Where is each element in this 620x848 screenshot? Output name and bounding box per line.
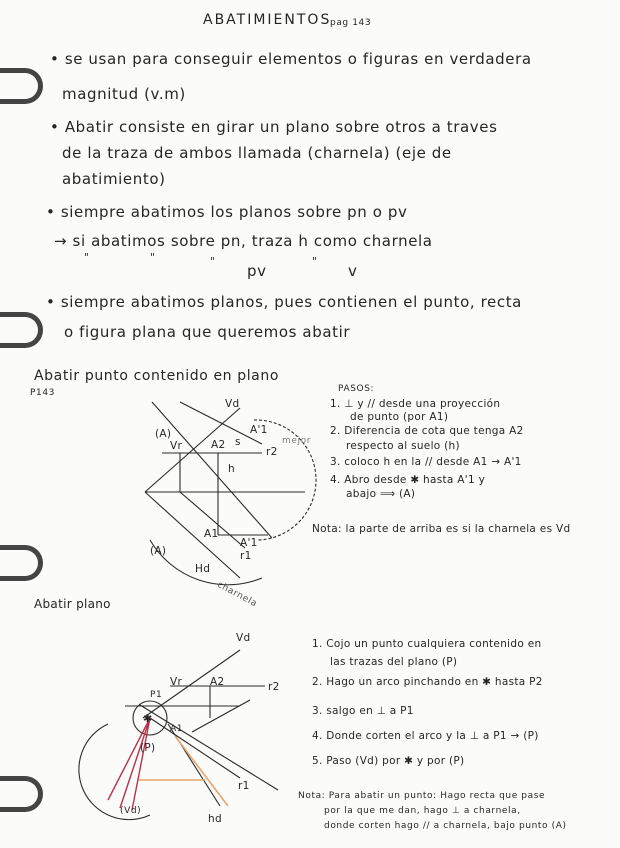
fig2-label-vd: Vd — [236, 632, 251, 644]
ditto-mark: " — [84, 252, 90, 264]
pv-label: pv — [247, 262, 267, 280]
paso-1-line-1 — [330, 398, 500, 410]
fig1-label-a1-prime-low: A'1 — [240, 537, 258, 549]
s2-nota-line-2: por la que me dan, hago ⊥ a charnela, — [324, 806, 521, 816]
section2-heading: Abatir plano — [34, 597, 111, 611]
fig2-label-vd-abatido: (Vd) — [120, 806, 142, 816]
fig1-label-a-abatido-low: (A) — [150, 545, 167, 557]
page-reference: pag 143 — [330, 18, 372, 28]
paso-text: ⊥ y // desde una proyección — [344, 398, 501, 410]
fig1-label-a-abatido: (A) — [155, 428, 172, 440]
fig2-label-a1: A1 — [170, 724, 184, 734]
paso-2-line-2: respecto al suelo (h) — [346, 440, 460, 452]
paso-text: Cojo un punto cualquiera contenido en — [326, 638, 542, 650]
paso-number: 3. — [312, 705, 323, 717]
fig1-label-a2: A2 — [211, 439, 226, 451]
fig2-label-r1: r1 — [238, 780, 250, 792]
bullet-2-line-1: • Abatir consiste en girar un plano sobre otros a traves — [50, 118, 498, 136]
fig1-label-h: h — [228, 463, 235, 475]
paso-text: Hago un arco pinchando en ✱ hasta P2 — [326, 676, 543, 688]
paso-number: 4. — [330, 474, 341, 486]
fig1-label-r2: r2 — [266, 446, 278, 458]
s2-paso-4 — [312, 730, 539, 742]
paso-text: Donde corten el arco y la ⊥ a P1 → (P) — [326, 730, 539, 742]
s2-paso-1-line-1 — [312, 638, 541, 650]
bullet-5-line-2: o figura plana que queremos abatir — [64, 323, 351, 341]
star-mark: ✱ — [143, 712, 153, 725]
bullet-4-line-1: → si abatimos sobre pn, traza h como charnela — [54, 232, 433, 250]
fig1-label-vd: Vd — [225, 398, 240, 410]
bullet-2-line-3: abatimiento) — [62, 170, 166, 188]
fig2-label-a2: A2 — [210, 676, 225, 688]
fig1-label-s: s — [235, 436, 241, 448]
page-title: ABATIMIENTOS — [203, 12, 332, 28]
s2-paso-2 — [312, 676, 543, 688]
s2-nota-line-3: donde corten hago // a charnela, bajo punto (A) — [324, 821, 567, 831]
star-marks — [143, 712, 152, 725]
ditto-mark: " — [150, 252, 156, 264]
fig1-label-a1-prime: A'1 — [250, 424, 268, 436]
bullet-1-line-1: • se usan para conseguir elementos o figuras en verdadera — [50, 50, 532, 68]
paso-2-line-1 — [330, 425, 524, 437]
bullet-3: • siempre abatimos los planos sobre pn o pv — [46, 203, 408, 221]
paso-4-line-2: abajo ⟹ (A) — [346, 488, 416, 500]
ditto-mark: " — [312, 256, 318, 268]
section1-heading: Abatir punto contenido en plano — [34, 368, 279, 384]
paso-number: 4. — [312, 730, 323, 742]
paso-text: coloco h en la // desde A1 → A'1 — [344, 456, 522, 468]
s2-paso-1-line-2: las trazas del plano (P) — [330, 656, 458, 668]
section1-nota: Nota: la parte de arriba es si la charnela es Vd — [312, 523, 571, 535]
fig2-label-r2: r2 — [268, 681, 280, 693]
paso-number: 1. — [312, 638, 323, 650]
fig1-label-vr: Vr — [170, 440, 183, 452]
section1-page-ref: P143 — [30, 388, 56, 398]
ditto-mark: " — [210, 256, 216, 268]
paso-4-line-1 — [330, 474, 485, 486]
paso-number: 2. — [312, 676, 323, 688]
paso-3-line-1 — [330, 456, 522, 468]
paso-text: Abro desde ✱ hasta A'1 y — [344, 474, 486, 486]
fig1-label-charnela: charnela — [215, 580, 259, 610]
bullet-2-line-2: de la traza de ambos llamada (charnela) (eje de — [62, 144, 452, 162]
s2-paso-5 — [312, 755, 464, 767]
paso-1-line-2: de punto (por A1) — [350, 411, 449, 423]
paso-text: Paso (Vd) por ✱ y por (P) — [326, 755, 465, 767]
fig1-label-mejor: mejor — [282, 436, 312, 446]
s2-nota-line-1: Nota: Para abatir un punto: Hago recta que pase — [298, 791, 546, 801]
s2-paso-3 — [312, 705, 414, 717]
fig2-label-hd: hd — [208, 813, 222, 825]
fig1-label-a1: A1 — [204, 528, 219, 540]
v-label: v — [348, 262, 358, 280]
fig2-red-lines — [108, 718, 150, 810]
pasos-title: PASOS: — [338, 384, 375, 394]
paso-number: 3. — [330, 456, 341, 468]
paso-number: 5. — [312, 755, 323, 767]
fig2-label-p-abatido: (P) — [140, 742, 156, 754]
paso-number: 2. — [330, 425, 341, 437]
paso-text: Diferencia de cota que tenga A2 — [344, 425, 524, 437]
fig2-label-vr: Vr — [170, 676, 183, 688]
paso-text: salgo en ⊥ a P1 — [326, 705, 414, 717]
fig1-label-hd: Hd — [195, 563, 211, 575]
fig2-label-p1: P1 — [150, 690, 163, 700]
bullet-1-line-2: magnitud (v.m) — [62, 85, 186, 103]
bullet-5-line-1: • siempre abatimos planos, pues contienen el punto, recta — [46, 293, 522, 311]
fig1-label-r1: r1 — [240, 550, 252, 562]
paso-number: 1. — [330, 398, 341, 410]
